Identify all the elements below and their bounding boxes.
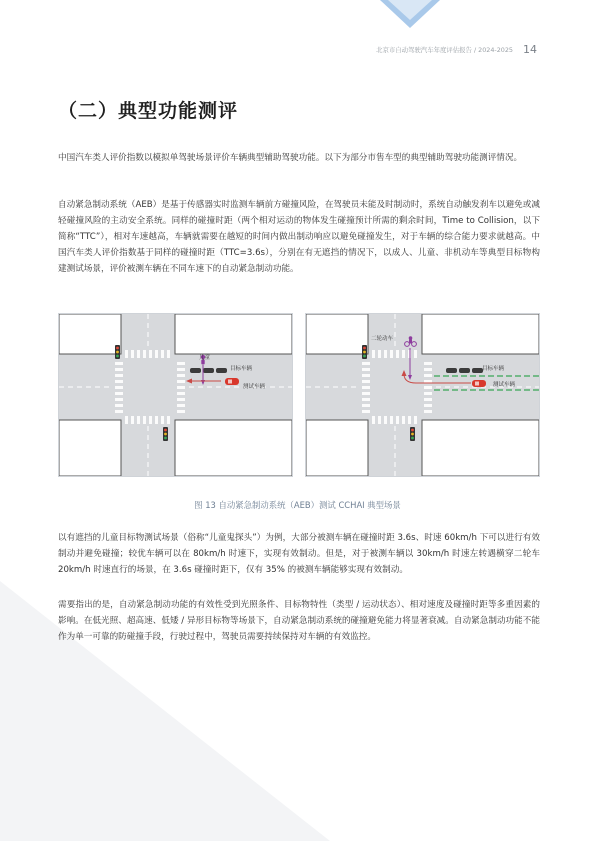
paragraph-aeb: 自动紧急制动系统（AEB）是基于传感器实时监测车辆前方碰撞风险，在驾驶员未能及时制动时，系统自动触发刹车以避免或减轻碰撞风险的主动安全系统。同样的碰撞时距（两个相对运动的物体发生碰撞预计所需的剩余时间，Time to Collision，以下简称“TTC”），相对车速越高，车辆就需要在越短的时间内做出制动响应以避免碰撞发生，对于车辆的综合能力要求就越高。中国汽车类人评价指数基于同样的碰撞时距（TTC=3.6s），分别在有无遮挡的情况下，以成人、儿童、非机动车等典型目标物构建测试场景，评价被测车辆在不同车速下的自动紧急制动功能。 <box>58 200 540 274</box>
header-triangle-highlight <box>388 0 432 20</box>
right-test-vehicle-label: 测试车辆 <box>493 382 516 388</box>
figure-caption: 图 13 自动紧急制动系统（AEB）测试 CCHAI 典型场景 <box>194 500 401 510</box>
page-number: 14 <box>523 43 537 56</box>
left-test-vehicle-label: 测试车辆 <box>243 384 266 390</box>
figure-left-child-scenario <box>58 313 293 477</box>
right-target-vehicle-label: 目标车辆 <box>482 366 505 372</box>
section-title: （二）典型功能测评 <box>58 100 239 122</box>
traffic-light-icon <box>115 345 120 359</box>
paragraph-limitations: 需要指出的是，自动紧急制动功能的有效性受到光照条件、目标物特性（类型 / 运动状态）、相对速度及碰撞时距等多重因素的影响。在低光照、超高速、低矮 / 异形目标物等场景下，自动紧急制动系统的碰撞避免能力将显著衰减。自动紧急制动功能不能作为单一可靠的防碰撞手段，行驶过程中，驾驶员需要持续保持对车辆的有效监控。 <box>58 600 540 642</box>
page-header <box>376 43 537 56</box>
paragraph-intro: 中国汽车类人评价指数以模拟单驾驶场景评价车辆典型辅助驾驶功能。以下为部分市售车型的典型辅助驾驶功能测评情况。 <box>58 153 523 163</box>
left-target-vehicle-label: 目标车辆 <box>230 366 253 372</box>
right-bike-label: 二轮动车 <box>371 336 394 342</box>
paragraph-child-scenario: 以有遮挡的儿童目标物测试场景（俗称“儿童鬼探头”）为例，大部分被测车辆在碰撞时距 3.6s、时速 60km/h 下可以进行有效制动并避免碰撞；较优车辆可以在 80km/h 时速下，实现有效制动。但是，对于被测车辆以 30km/h 时速左转遇横穿二轮车 20km/h 时速直行的场景，在 3.6s 碰撞时距下，仅有 35% 的被测车辆能够实现有效制动。 <box>58 533 540 575</box>
report-title: 北京市自动驾驶汽车年度评估报告 / 2024-2025 <box>376 46 513 54</box>
figure-right-bike-scenario <box>305 313 540 477</box>
left-child-label: 儿童 <box>199 355 211 361</box>
